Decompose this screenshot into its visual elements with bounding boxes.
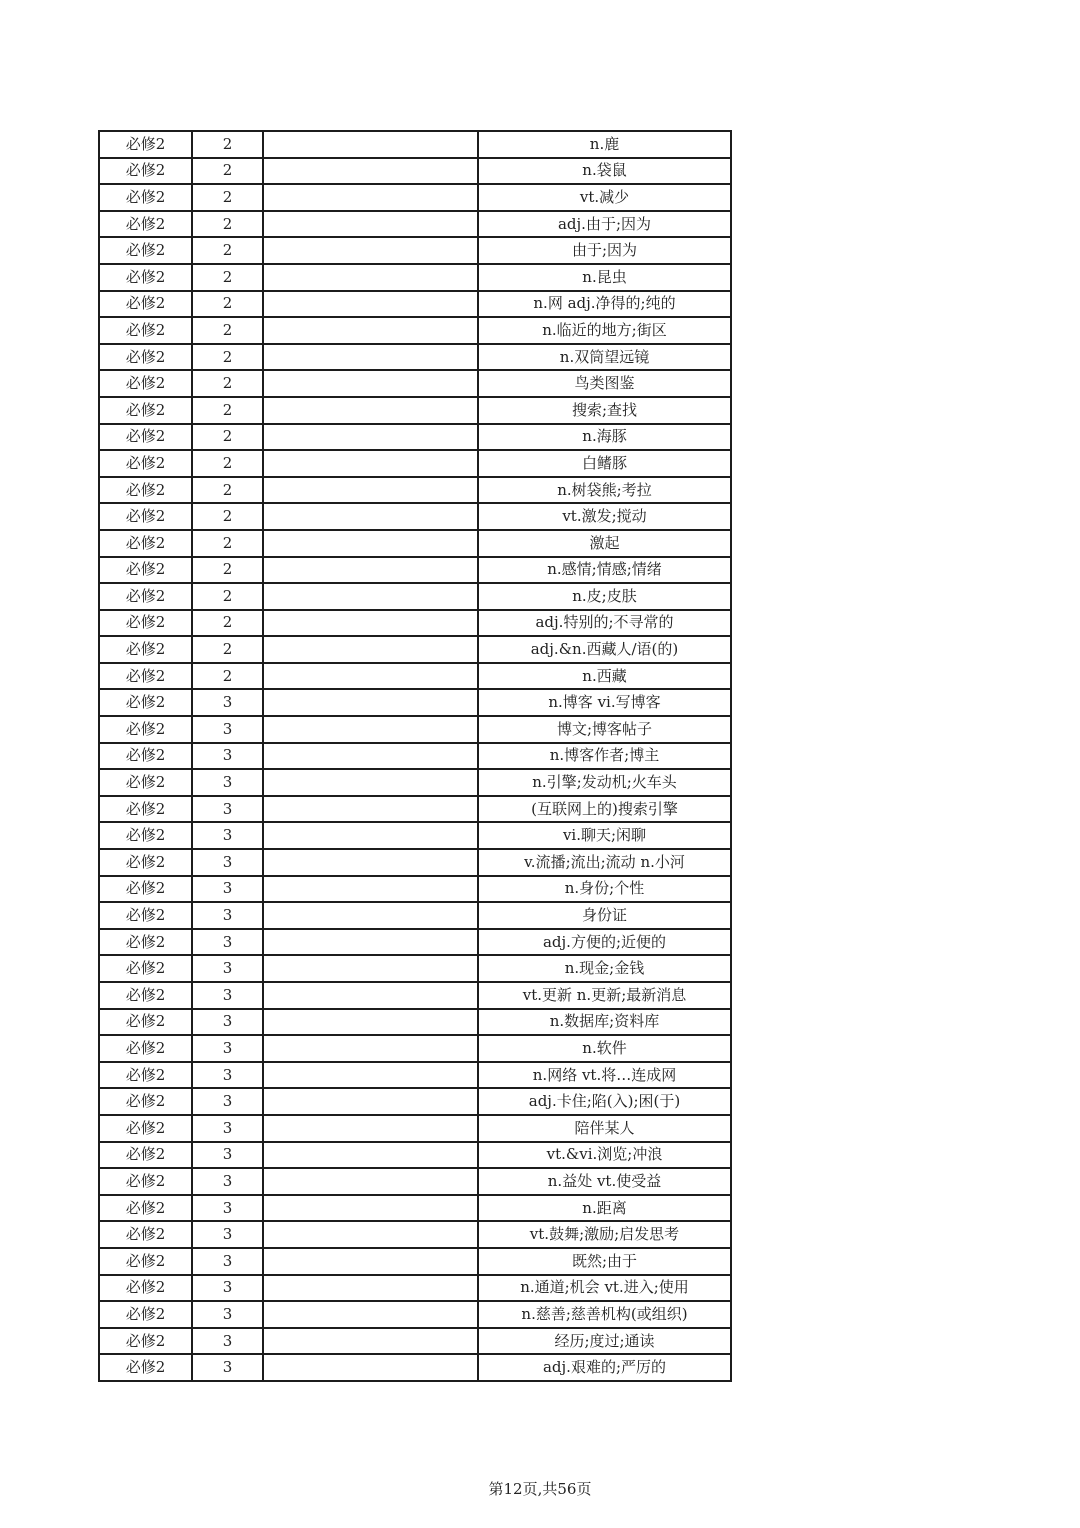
meaning-cell: 陪伴某人	[478, 1115, 731, 1142]
book-cell: 必修2	[99, 1248, 192, 1275]
table-row	[99, 264, 731, 291]
table-row	[99, 822, 731, 849]
table-row	[99, 610, 731, 637]
table-row	[99, 876, 731, 903]
meaning-cell: n.西藏	[478, 663, 731, 690]
meaning-cell: adj.方便的;近便的	[478, 929, 731, 956]
book-cell: 必修2	[99, 955, 192, 982]
word-cell	[263, 1062, 478, 1089]
table-row	[99, 663, 731, 690]
table-row	[99, 743, 731, 770]
meaning-cell: 经历;度过;通读	[478, 1328, 731, 1355]
word-cell	[263, 1088, 478, 1115]
table-row	[99, 450, 731, 477]
book-cell: 必修2	[99, 610, 192, 637]
book-cell: 必修2	[99, 184, 192, 211]
meaning-cell: n.鹿	[478, 131, 731, 158]
word-cell	[263, 929, 478, 956]
table-row	[99, 1328, 731, 1355]
meaning-cell: 既然;由于	[478, 1248, 731, 1275]
word-cell	[263, 557, 478, 584]
unit-cell: 2	[192, 184, 263, 211]
book-cell: 必修2	[99, 344, 192, 371]
meaning-cell: 鸟类图鉴	[478, 370, 731, 397]
meaning-cell: vt.&vi.浏览;冲浪	[478, 1142, 731, 1169]
word-cell	[263, 716, 478, 743]
table-row	[99, 237, 731, 264]
book-cell: 必修2	[99, 317, 192, 344]
meaning-cell: adj.&n.西藏人/语(的)	[478, 636, 731, 663]
unit-cell: 2	[192, 530, 263, 557]
word-cell	[263, 530, 478, 557]
book-cell: 必修2	[99, 1301, 192, 1328]
table-row	[99, 397, 731, 424]
meaning-cell: n.益处 vt.使受益	[478, 1168, 731, 1195]
word-cell	[263, 211, 478, 238]
meaning-cell: n.身份;个性	[478, 876, 731, 903]
table-row	[99, 1168, 731, 1195]
meaning-cell: n.树袋熊;考拉	[478, 477, 731, 504]
book-cell: 必修2	[99, 1035, 192, 1062]
table-row	[99, 344, 731, 371]
unit-cell: 2	[192, 237, 263, 264]
book-cell: 必修2	[99, 503, 192, 530]
unit-cell: 3	[192, 822, 263, 849]
unit-cell: 3	[192, 876, 263, 903]
unit-cell: 3	[192, 1248, 263, 1275]
table-row	[99, 158, 731, 185]
table-row	[99, 1301, 731, 1328]
table-row	[99, 530, 731, 557]
book-cell: 必修2	[99, 291, 192, 318]
unit-cell: 2	[192, 317, 263, 344]
unit-cell: 3	[192, 1221, 263, 1248]
book-cell: 必修2	[99, 636, 192, 663]
word-cell	[263, 1354, 478, 1381]
book-cell: 必修2	[99, 211, 192, 238]
book-cell: 必修2	[99, 424, 192, 451]
unit-cell: 3	[192, 955, 263, 982]
unit-cell: 3	[192, 1354, 263, 1381]
word-cell	[263, 822, 478, 849]
table-row	[99, 1009, 731, 1036]
meaning-cell: adj.由于;因为	[478, 211, 731, 238]
book-cell: 必修2	[99, 982, 192, 1009]
meaning-cell: n.网 adj.净得的;纯的	[478, 291, 731, 318]
unit-cell: 3	[192, 1009, 263, 1036]
table-row	[99, 955, 731, 982]
table-row	[99, 1354, 731, 1381]
meaning-cell: n.袋鼠	[478, 158, 731, 185]
unit-cell: 2	[192, 211, 263, 238]
meaning-cell: 激起	[478, 530, 731, 557]
meaning-cell: vi.聊天;闲聊	[478, 822, 731, 849]
table-row	[99, 211, 731, 238]
book-cell: 必修2	[99, 1168, 192, 1195]
book-cell: 必修2	[99, 1009, 192, 1036]
word-cell	[263, 1328, 478, 1355]
unit-cell: 2	[192, 636, 263, 663]
unit-cell: 2	[192, 477, 263, 504]
table-row	[99, 796, 731, 823]
unit-cell: 3	[192, 1062, 263, 1089]
word-cell	[263, 689, 478, 716]
table-row	[99, 1248, 731, 1275]
unit-cell: 3	[192, 1035, 263, 1062]
book-cell: 必修2	[99, 530, 192, 557]
book-cell: 必修2	[99, 876, 192, 903]
meaning-cell: n.软件	[478, 1035, 731, 1062]
meaning-cell: vt.鼓舞;激励;启发思考	[478, 1221, 731, 1248]
table-row	[99, 1195, 731, 1222]
word-cell	[263, 1301, 478, 1328]
book-cell: 必修2	[99, 769, 192, 796]
table-row	[99, 1275, 731, 1302]
unit-cell: 2	[192, 131, 263, 158]
unit-cell: 2	[192, 610, 263, 637]
word-cell	[263, 849, 478, 876]
unit-cell: 3	[192, 1168, 263, 1195]
word-cell	[263, 450, 478, 477]
word-cell	[263, 1195, 478, 1222]
word-cell	[263, 955, 478, 982]
meaning-cell: adj.卡住;陷(入);困(于)	[478, 1088, 731, 1115]
word-cell	[263, 237, 478, 264]
table-row	[99, 370, 731, 397]
meaning-cell: n.现金;金钱	[478, 955, 731, 982]
word-cell	[263, 1035, 478, 1062]
table-row	[99, 636, 731, 663]
unit-cell: 2	[192, 450, 263, 477]
book-cell: 必修2	[99, 902, 192, 929]
book-cell: 必修2	[99, 929, 192, 956]
unit-cell: 3	[192, 929, 263, 956]
meaning-cell: n.博客作者;博主	[478, 743, 731, 770]
table-row	[99, 1062, 731, 1089]
meaning-cell: 博文;博客帖子	[478, 716, 731, 743]
word-cell	[263, 184, 478, 211]
book-cell: 必修2	[99, 1115, 192, 1142]
unit-cell: 3	[192, 1301, 263, 1328]
vocabulary-table	[98, 130, 732, 1382]
word-cell	[263, 503, 478, 530]
meaning-cell: vt.激发;搅动	[478, 503, 731, 530]
book-cell: 必修2	[99, 1275, 192, 1302]
meaning-cell: n.距离	[478, 1195, 731, 1222]
unit-cell: 2	[192, 424, 263, 451]
meaning-cell: n.网络 vt.将…连成网	[478, 1062, 731, 1089]
meaning-cell: n.数据库;资料库	[478, 1009, 731, 1036]
word-cell	[263, 1009, 478, 1036]
word-cell	[263, 477, 478, 504]
book-cell: 必修2	[99, 1142, 192, 1169]
word-cell	[263, 1168, 478, 1195]
book-cell: 必修2	[99, 477, 192, 504]
unit-cell: 3	[192, 1275, 263, 1302]
word-cell	[263, 370, 478, 397]
unit-cell: 2	[192, 344, 263, 371]
word-cell	[263, 158, 478, 185]
book-cell: 必修2	[99, 1062, 192, 1089]
unit-cell: 3	[192, 849, 263, 876]
meaning-cell: n.临近的地方;街区	[478, 317, 731, 344]
unit-cell: 3	[192, 982, 263, 1009]
word-cell	[263, 1142, 478, 1169]
unit-cell: 3	[192, 1328, 263, 1355]
word-cell	[263, 264, 478, 291]
book-cell: 必修2	[99, 158, 192, 185]
table-row	[99, 1035, 731, 1062]
unit-cell: 2	[192, 264, 263, 291]
book-cell: 必修2	[99, 1088, 192, 1115]
word-cell	[263, 1221, 478, 1248]
meaning-cell: 由于;因为	[478, 237, 731, 264]
unit-cell: 2	[192, 557, 263, 584]
unit-cell: 2	[192, 291, 263, 318]
meaning-cell: n.感情;情感;情绪	[478, 557, 731, 584]
word-cell	[263, 743, 478, 770]
word-cell	[263, 317, 478, 344]
meaning-cell: n.通道;机会 vt.进入;使用	[478, 1275, 731, 1302]
word-cell	[263, 663, 478, 690]
book-cell: 必修2	[99, 1328, 192, 1355]
page-footer: 第12页,共56页	[488, 1480, 592, 1498]
table-row	[99, 1115, 731, 1142]
unit-cell: 3	[192, 769, 263, 796]
table-row	[99, 424, 731, 451]
word-cell	[263, 876, 478, 903]
vocabulary-table-body	[99, 131, 731, 1381]
word-cell	[263, 1248, 478, 1275]
word-cell	[263, 982, 478, 1009]
table-row	[99, 131, 731, 158]
unit-cell: 2	[192, 583, 263, 610]
table-row	[99, 982, 731, 1009]
meaning-cell: v.流播;流出;流动 n.小河	[478, 849, 731, 876]
meaning-cell: vt.更新 n.更新;最新消息	[478, 982, 731, 1009]
word-cell	[263, 344, 478, 371]
book-cell: 必修2	[99, 370, 192, 397]
unit-cell: 3	[192, 1088, 263, 1115]
book-cell: 必修2	[99, 743, 192, 770]
meaning-cell: n.慈善;慈善机构(或组织)	[478, 1301, 731, 1328]
unit-cell: 3	[192, 689, 263, 716]
word-cell	[263, 796, 478, 823]
unit-cell: 2	[192, 397, 263, 424]
unit-cell: 3	[192, 716, 263, 743]
table-row	[99, 503, 731, 530]
meaning-cell: n.博客 vi.写博客	[478, 689, 731, 716]
meaning-cell: 搜索;查找	[478, 397, 731, 424]
meaning-cell: 身份证	[478, 902, 731, 929]
table-row	[99, 929, 731, 956]
meaning-cell: (互联网上的)搜索引擎	[478, 796, 731, 823]
book-cell: 必修2	[99, 131, 192, 158]
unit-cell: 3	[192, 796, 263, 823]
book-cell: 必修2	[99, 557, 192, 584]
word-cell	[263, 769, 478, 796]
unit-cell: 3	[192, 743, 263, 770]
book-cell: 必修2	[99, 822, 192, 849]
book-cell: 必修2	[99, 796, 192, 823]
unit-cell: 3	[192, 1195, 263, 1222]
unit-cell: 2	[192, 663, 263, 690]
table-row	[99, 317, 731, 344]
book-cell: 必修2	[99, 849, 192, 876]
table-row	[99, 689, 731, 716]
word-cell	[263, 397, 478, 424]
book-cell: 必修2	[99, 1354, 192, 1381]
word-cell	[263, 610, 478, 637]
table-row	[99, 769, 731, 796]
unit-cell: 2	[192, 370, 263, 397]
word-cell	[263, 1115, 478, 1142]
book-cell: 必修2	[99, 1221, 192, 1248]
book-cell: 必修2	[99, 1195, 192, 1222]
word-cell	[263, 131, 478, 158]
book-cell: 必修2	[99, 716, 192, 743]
table-row	[99, 1221, 731, 1248]
word-cell	[263, 902, 478, 929]
word-cell	[263, 583, 478, 610]
meaning-cell: n.皮;皮肤	[478, 583, 731, 610]
meaning-cell: 白鳍豚	[478, 450, 731, 477]
word-cell	[263, 291, 478, 318]
table-row	[99, 184, 731, 211]
word-cell	[263, 636, 478, 663]
word-cell	[263, 1275, 478, 1302]
unit-cell: 2	[192, 503, 263, 530]
meaning-cell: adj.艰难的;严厉的	[478, 1354, 731, 1381]
book-cell: 必修2	[99, 237, 192, 264]
unit-cell: 3	[192, 1142, 263, 1169]
table-row	[99, 716, 731, 743]
book-cell: 必修2	[99, 663, 192, 690]
unit-cell: 3	[192, 902, 263, 929]
table-row	[99, 902, 731, 929]
meaning-cell: n.海豚	[478, 424, 731, 451]
meaning-cell: n.双筒望远镜	[478, 344, 731, 371]
table-row	[99, 291, 731, 318]
meaning-cell: n.引擎;发动机;火车头	[478, 769, 731, 796]
table-row	[99, 1088, 731, 1115]
table-row	[99, 557, 731, 584]
table-row	[99, 583, 731, 610]
book-cell: 必修2	[99, 397, 192, 424]
word-cell	[263, 424, 478, 451]
meaning-cell: n.昆虫	[478, 264, 731, 291]
table-row	[99, 477, 731, 504]
table-row	[99, 1142, 731, 1169]
book-cell: 必修2	[99, 689, 192, 716]
meaning-cell: vt.减少	[478, 184, 731, 211]
unit-cell: 2	[192, 158, 263, 185]
book-cell: 必修2	[99, 450, 192, 477]
book-cell: 必修2	[99, 583, 192, 610]
unit-cell: 3	[192, 1115, 263, 1142]
meaning-cell: adj.特别的;不寻常的	[478, 610, 731, 637]
book-cell: 必修2	[99, 264, 192, 291]
table-row	[99, 849, 731, 876]
